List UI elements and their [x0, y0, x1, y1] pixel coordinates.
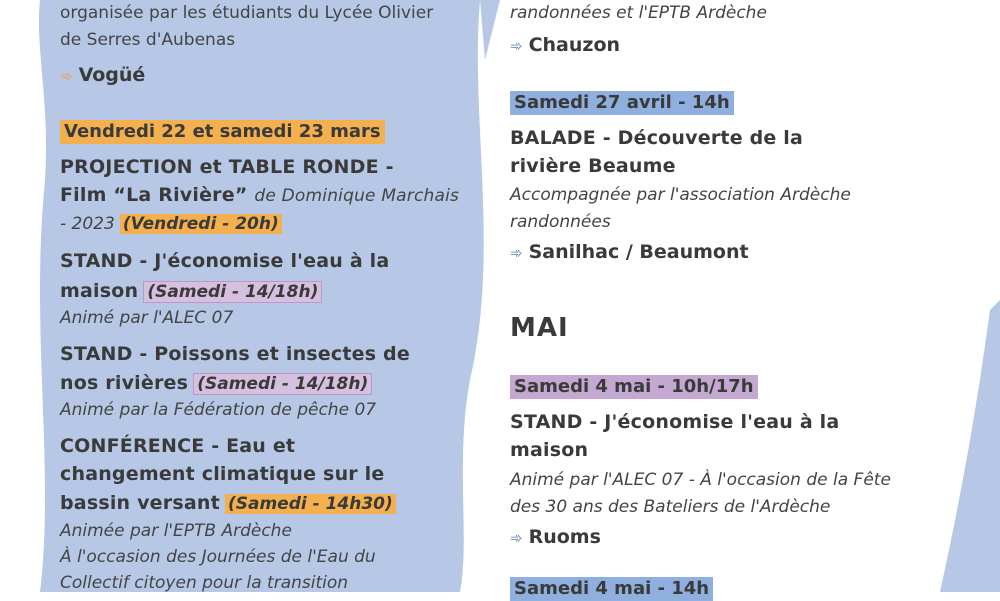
film-year: - 2023: [60, 214, 115, 234]
date-label: Vendredi 22 et samedi 23 mars: [60, 120, 385, 144]
time-tag: (Vendredi - 20h): [120, 214, 282, 234]
stand-title-line2: [60, 280, 322, 302]
balade-organizer: Accompagnée par l'association Ardèche: [510, 185, 851, 205]
arrow-right-icon: ➾: [510, 529, 523, 547]
arrow-right-icon: ➾: [510, 244, 523, 262]
stand-title-line2: maison: [510, 439, 589, 461]
conference-occasion: À l'occasion des Journées de l'Eau du: [60, 547, 376, 567]
conference-organizer: Animée par l'EPTB Ardèche: [60, 521, 292, 541]
stand-location: [510, 526, 601, 548]
balade-organizer-line2: randonnées: [510, 212, 611, 232]
film-title: Film “La Rivière”: [60, 184, 248, 206]
time-tag: (Samedi - 14h30): [225, 494, 396, 514]
event-date-badge: [510, 92, 734, 113]
stand-title: STAND - J'économise l'eau à la: [510, 411, 840, 433]
stand-title-line2: [60, 372, 372, 394]
stand-title-word: maison: [60, 280, 139, 302]
time-tag: (Samedi - 14/18h): [143, 281, 322, 303]
stand-title: STAND - Poissons et insectes de: [60, 343, 410, 365]
balade-title: BALADE - Découverte de la: [510, 127, 804, 149]
event-title-line2: [60, 184, 459, 206]
location-label: Sanilhac / Beaumont: [528, 241, 749, 263]
location-label: Ruoms: [528, 526, 601, 548]
top-location: [510, 34, 620, 56]
event-date-badge: [510, 578, 713, 599]
event-time-line: [60, 214, 282, 234]
arrow-right-icon: ➾: [60, 67, 73, 85]
event-date-badge: [510, 376, 758, 397]
balade-location: [510, 241, 749, 263]
right-top-blue-edge: [480, 0, 500, 60]
event-date-badge: [60, 121, 385, 142]
stand-organizer: Animé par l'ALEC 07: [60, 308, 234, 328]
stand-occasion: des 30 ans des Bateliers de l'Ardèche: [510, 497, 831, 517]
film-director: de Dominique Marchais: [254, 186, 460, 206]
top-organizer-text: randonnées et l'EPTB Ardèche: [510, 3, 767, 23]
intro-text-line2: de Serres d'Aubenas: [60, 30, 236, 50]
date-label: Samedi 4 mai - 14h: [510, 577, 713, 601]
location-label: Vogüé: [78, 64, 146, 86]
stand-organizer: Animé par l'ALEC 07 - À l'occasion de la Fête: [510, 470, 891, 490]
arrow-right-icon: ➾: [510, 37, 523, 55]
conference-occasion-line2: Collectif citoyen pour la transition: [60, 573, 349, 593]
balade-title-line2: rivière Beaume: [510, 155, 676, 177]
conference-title-word: bassin versant: [60, 492, 220, 514]
event-title: PROJECTION et TABLE RONDE -: [60, 156, 394, 178]
date-label: Samedi 4 mai - 10h/17h: [510, 375, 758, 399]
conference-title: CONFÉRENCE - Eau et: [60, 435, 296, 457]
month-heading: MAI: [510, 313, 569, 343]
intro-text-line1: organisée par les étudiants du Lycée Olivier: [60, 3, 434, 23]
time-tag: (Samedi - 14/18h): [193, 373, 372, 395]
date-label: Samedi 27 avril - 14h: [510, 91, 734, 115]
stand-title-word: nos rivières: [60, 372, 189, 394]
stand-title: STAND - J'économise l'eau à la: [60, 250, 390, 272]
conference-title-line3: [60, 492, 396, 514]
location-label: Chauzon: [528, 34, 621, 56]
intro-location: [60, 64, 145, 86]
conference-title-line2: changement climatique sur le: [60, 463, 385, 485]
stand-organizer: Animé par la Fédération de pêche 07: [60, 400, 377, 420]
right-blue-edge: [940, 300, 1000, 592]
